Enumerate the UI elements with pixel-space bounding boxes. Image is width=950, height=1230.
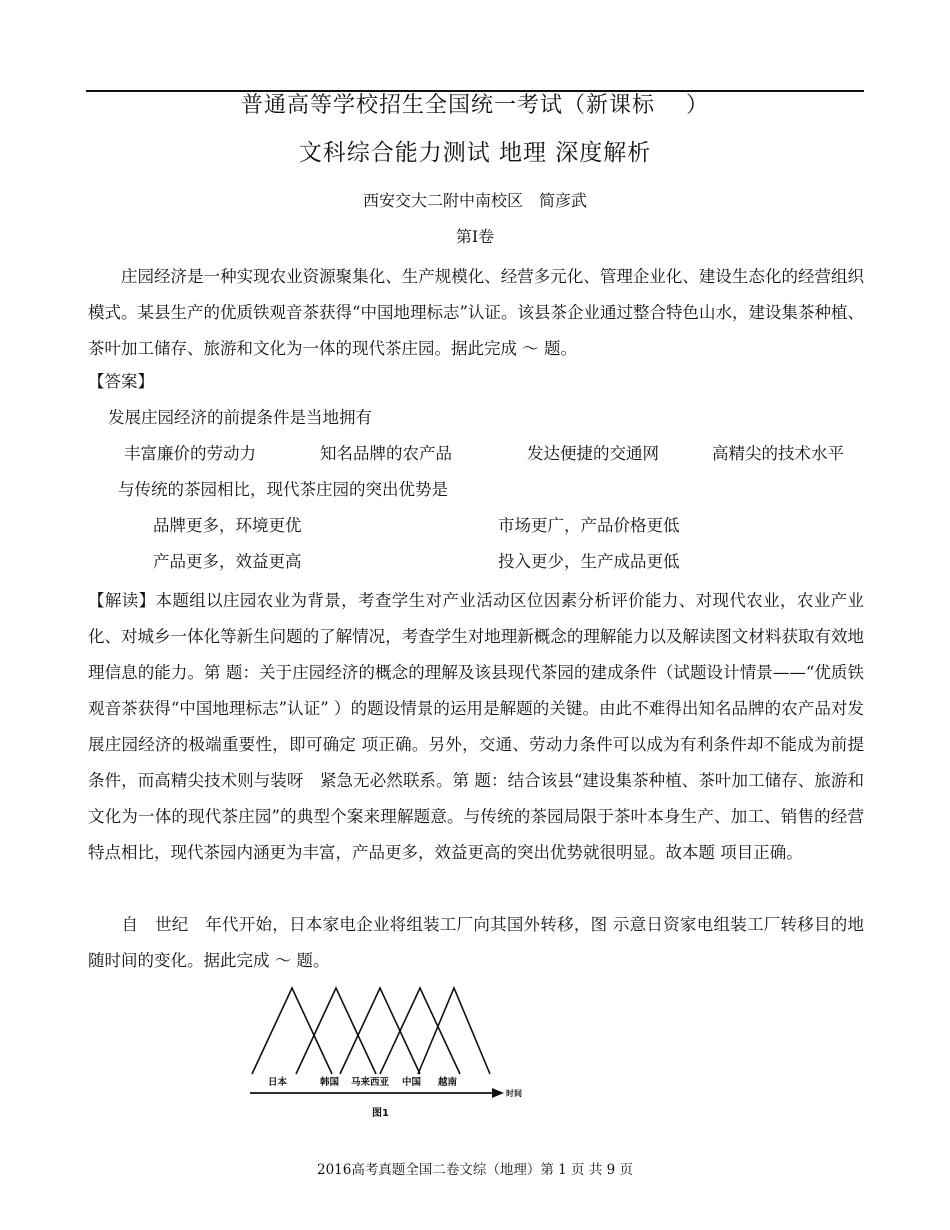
- question2-option-b: 市场更广，产品价格更低: [498, 516, 680, 535]
- axis-label-time: 时间: [506, 1089, 522, 1098]
- country-label-china: 中国: [402, 1077, 422, 1088]
- peak-korea: [296, 988, 376, 1074]
- country-label-malaysia: 马来西亚: [351, 1077, 390, 1088]
- section-label: 第Ⅰ卷: [455, 227, 495, 246]
- figure-1: [240, 984, 530, 1124]
- second-intro-paragraph: 自 世纪 年代开始，日本家电企业将组装工厂向其国外转移，图 示意日资家电组装工厂转移目的地随时间的变化。据此完成 ～ 题。: [88, 915, 864, 970]
- question2-option-d: 投入更少，生产成品更低: [498, 552, 680, 571]
- question1-option-c: 发达便捷的交通网: [527, 444, 659, 463]
- page-footer: 2016高考真题全国二卷文综（地理）第 1 页 共 9 页: [317, 1162, 633, 1178]
- question2-option-a: 品牌更多，环境更优: [153, 516, 302, 535]
- country-label-korea: 韩国: [320, 1077, 340, 1088]
- question1-option-a: 丰富廉价的劳动力: [124, 444, 256, 463]
- axis-arrow-icon: [492, 1088, 504, 1098]
- trend-peaks: [252, 988, 490, 1074]
- peak-japan: [252, 988, 332, 1074]
- country-label-vietnam: 越南: [438, 1077, 458, 1088]
- exam-title: 普通高等学校招生全国统一考试（新课标 ）: [241, 93, 709, 118]
- exam-subtitle: 文科综合能力测试 地理 深度解析: [298, 140, 652, 166]
- peak-malaysia: [340, 988, 420, 1074]
- question1-option-b: 知名品牌的农产品: [320, 444, 452, 463]
- question2-stem: 与传统的茶园相比，现代茶庄园的突出优势是: [118, 480, 448, 499]
- intro-paragraph: 庄园经济是一种实现农业资源聚集化、生产规模化、经营多元化、管理企业化、建设生态化的经营组织模式。某县生产的优质铁观音茶获得“中国地理标志”认证。该县茶企业通过整合特色山水，建设集茶种植、茶叶加工储存、旅游和文化为一体的现代茶庄园。据此完成 ～ 题。: [88, 267, 864, 358]
- answer-label: 【答案】: [88, 372, 154, 391]
- figure-caption: 图1: [372, 1108, 389, 1119]
- question1-stem: 发展庄园经济的前提条件是当地拥有: [108, 408, 372, 427]
- question1-option-d: 高精尖的技术水平: [712, 444, 844, 463]
- analysis-paragraph: 【解读】本题组以庄园农业为背景，考查学生对产业活动区位因素分析评价能力、对现代农业，农业产业化、对城乡一体化等新生问题的了解情况，考查学生对地理新概念的理解能力以及解读图文材料获取有效地理信息的能力。第 题：关于庄园经济的概念的理解及该县现代茶园的建成条件（试题设计情景——“优质铁观音茶获得“中国地理标志”认证” ）的题设情景的运用是解题的关键。由此不难得出知名品牌的农产品对发展庄园经济的极端重要性，即可确定 项正确。另外，交通、劳动力条件可以成为有利条件却不能成为前提条件，而高精尖技术则与装呀 紧急无必然联系。第 题：结合该县“建设集茶种植、茶叶加工储存、旅游和文化为一体的现代茶庄园”的典型个案来理解题意。与传统的茶园局限于茶叶本身生产、加工、销售的经营特点相比，现代茶园内涵更为丰富，产品更多，效益更高的突出优势就很明显。故本题 项目正确。: [88, 591, 864, 862]
- author-line: 西安交大二附中南校区 简彦武: [362, 191, 587, 210]
- question2-option-c: 产品更多，效益更高: [153, 552, 302, 571]
- country-label-japan: 日本: [268, 1077, 288, 1088]
